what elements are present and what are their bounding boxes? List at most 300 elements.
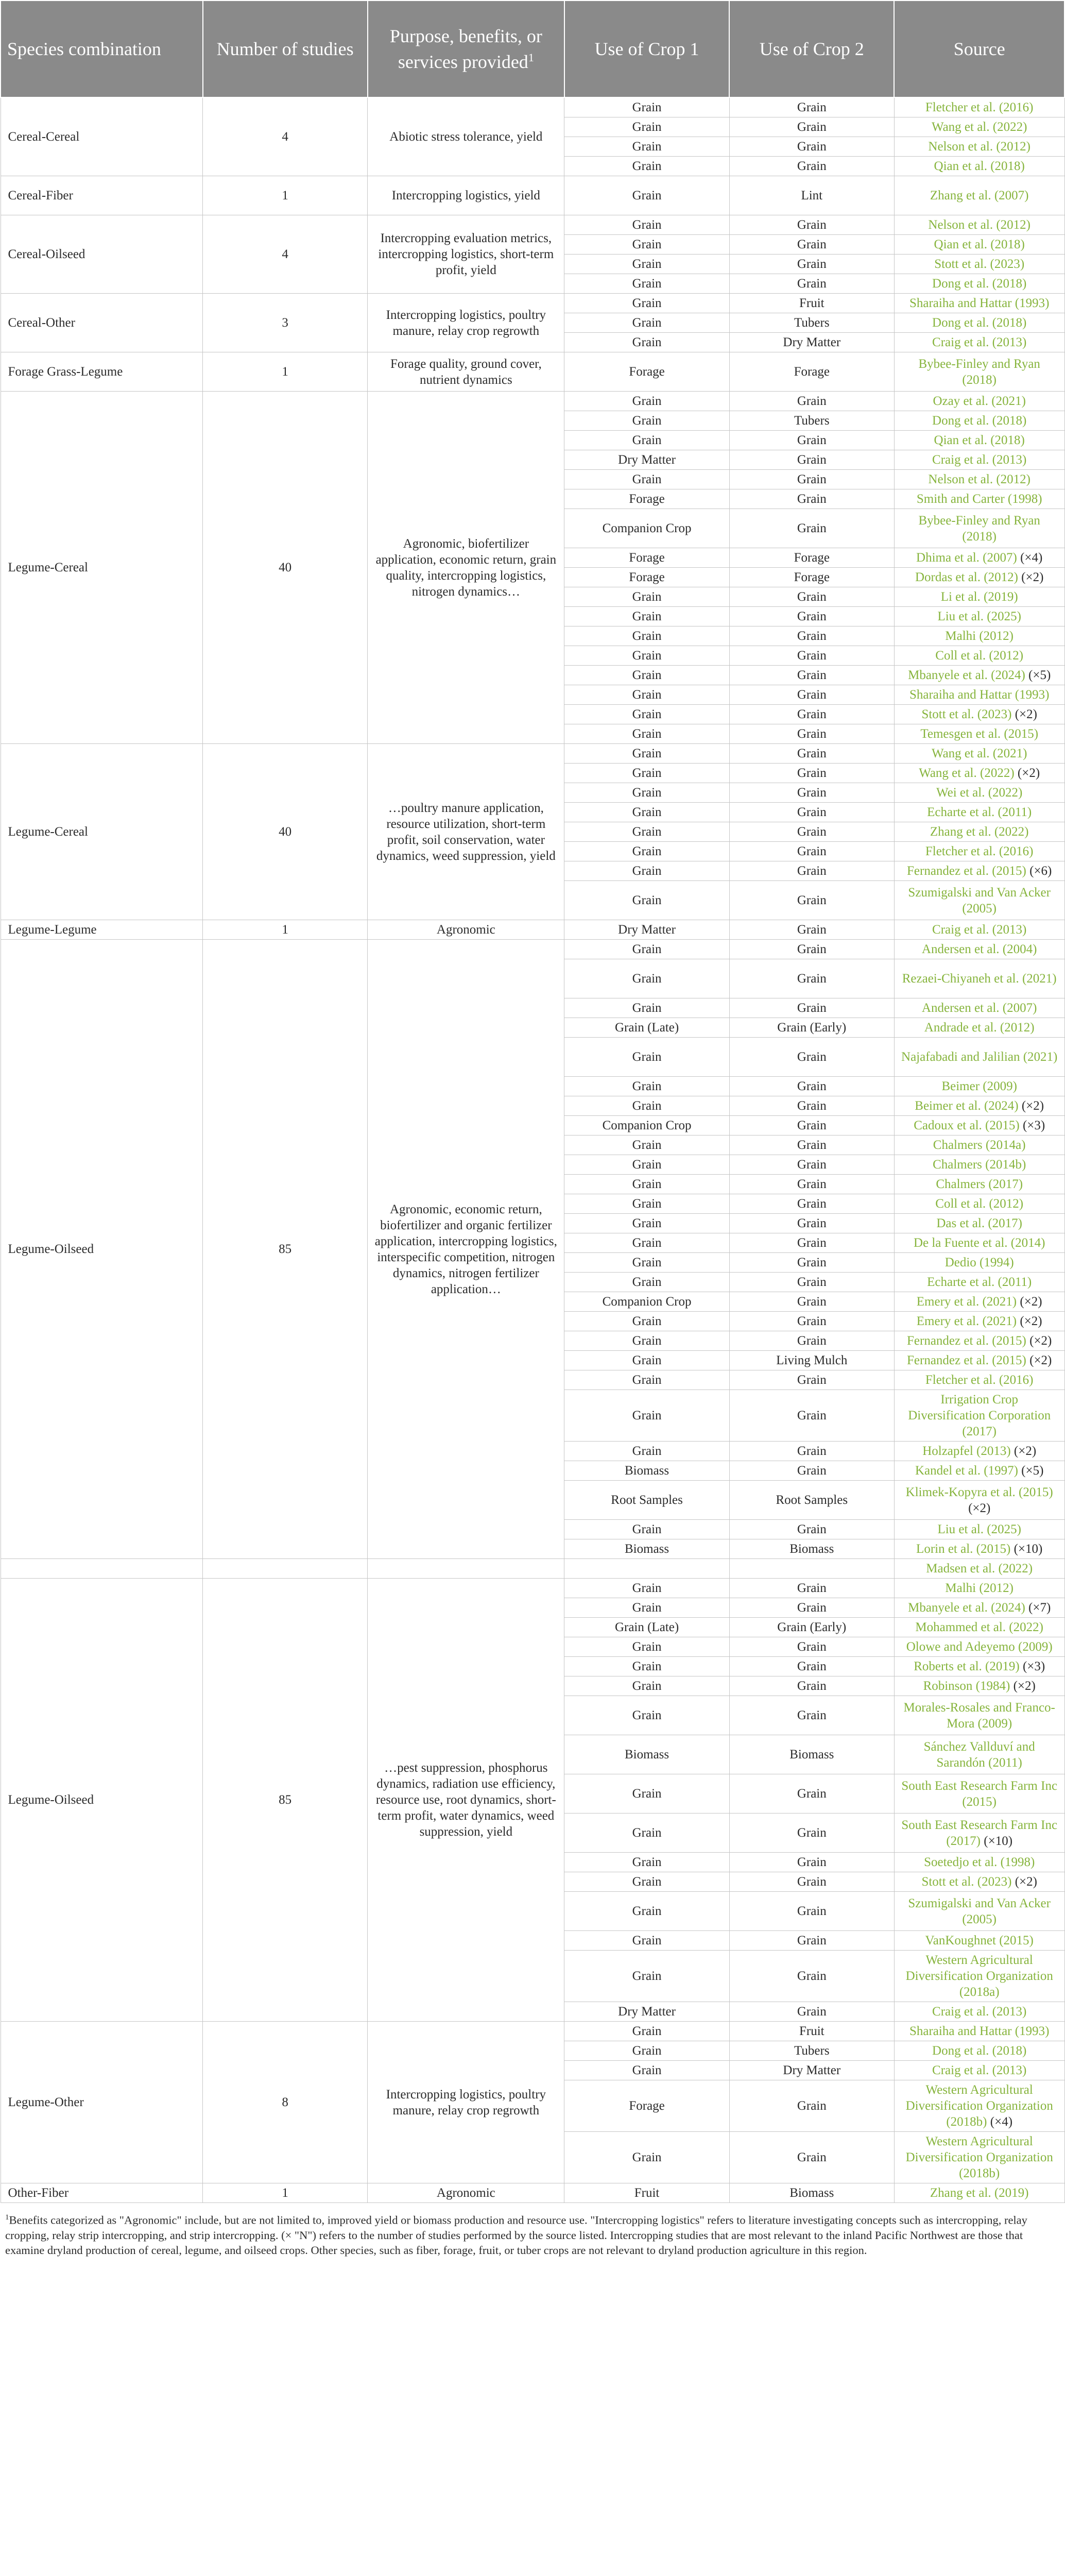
source-citation-link[interactable]: Mohammed et al. (2022): [915, 1620, 1043, 1634]
cell-use-of-crop-2: Grain: [729, 1312, 894, 1331]
cell-source: [894, 685, 1064, 705]
cell-purpose: …poultry manure application, resource utilization, short-term profit, soil conservation, water dynamics, weed suppression, yield: [368, 744, 564, 920]
cell-use-of-crop-1: Root Samples: [564, 1481, 729, 1520]
cell-source: [894, 2080, 1064, 2132]
cell-source: [894, 1618, 1064, 1637]
cell-use-of-crop-2: Grain: [729, 1579, 894, 1598]
cell-use-of-crop-1: Biomass: [564, 1461, 729, 1481]
cell-source: [894, 1370, 1064, 1390]
cell-number-of-studies: 1: [203, 2183, 368, 2203]
source-citation-link[interactable]: Fletcher et al. (2016): [925, 844, 1034, 858]
cell-source: [894, 157, 1064, 176]
cell-purpose: Intercropping logistics, yield: [368, 176, 564, 215]
cell-use-of-crop-2: Grain: [729, 1598, 894, 1618]
source-citation-link[interactable]: Liu et al. (2025): [937, 609, 1021, 623]
source-citation-link[interactable]: Dedio (1994): [944, 1256, 1014, 1269]
cell-source: [894, 2041, 1064, 2061]
cell-use-of-crop-2: Lint: [729, 176, 894, 215]
study-count-multiplier: (×2): [1029, 1353, 1052, 1367]
cell-use-of-crop-1: Forage: [564, 352, 729, 392]
source-citation-link[interactable]: Fletcher et al. (2016): [925, 1373, 1034, 1387]
cell-source: [894, 1951, 1064, 2002]
cell-number-of-studies: 4: [203, 215, 368, 294]
cell-number-of-studies: 1: [203, 352, 368, 392]
cell-source: [894, 1696, 1064, 1735]
source-citation-link[interactable]: Qian et al. (2018): [934, 238, 1025, 251]
source-citation-link[interactable]: Liu et al. (2025): [937, 1522, 1021, 1536]
source-citation-link[interactable]: Szumigalski and Van Acker (2005): [908, 1896, 1051, 1926]
cell-use-of-crop-1: Grain: [564, 1579, 729, 1598]
cell-source: [894, 1559, 1064, 1579]
cell-use-of-crop-1: Grain: [564, 1872, 729, 1892]
cell-use-of-crop-1: Grain: [564, 666, 729, 685]
source-citation-link[interactable]: Dong et al. (2018): [932, 316, 1027, 330]
cell-use-of-crop-2: Grain: [729, 1038, 894, 1077]
cell-source: [894, 1096, 1064, 1116]
cell-source: [894, 1481, 1064, 1520]
source-citation-link[interactable]: Soetedjo et al. (1998): [924, 1855, 1035, 1869]
source-citation-link[interactable]: South East Research Farm Inc (2015): [901, 1778, 1058, 1809]
cell-use-of-crop-2: Grain: [729, 998, 894, 1018]
source-citation-link[interactable]: Mbanyele et al. (2024): [908, 668, 1025, 682]
header-use-of-crop-2: Use of Crop 2: [729, 1, 894, 97]
table-row: [1, 392, 1064, 411]
source-citation-link[interactable]: Stott et al. (2023): [921, 707, 1012, 721]
cell-source: [894, 764, 1064, 783]
cell-use-of-crop-1: Grain: [564, 1331, 729, 1351]
cell-use-of-crop-1: Biomass: [564, 1735, 729, 1774]
cell-source: [894, 1774, 1064, 1814]
cell-use-of-crop-1: Grain: [564, 1892, 729, 1931]
cell-source: [894, 176, 1064, 215]
cell-use-of-crop-2: Grain: [729, 1696, 894, 1735]
study-count-multiplier: (×2): [1021, 1099, 1044, 1113]
source-citation-link[interactable]: Craig et al. (2013): [932, 453, 1027, 467]
cell-use-of-crop-2: Grain: [729, 470, 894, 489]
cell-source: [894, 724, 1064, 744]
cell-use-of-crop-1: Grain: [564, 235, 729, 255]
source-citation-link[interactable]: Western Agricultural Diversification Organization (2018a): [905, 1953, 1053, 1999]
cell-use-of-crop-1: Grain: [564, 1175, 729, 1194]
cell-use-of-crop-2: Grain: [729, 1116, 894, 1136]
source-citation-link[interactable]: Dordas et al. (2012): [915, 570, 1018, 584]
header-number-of-studies: Number of studies: [203, 1, 368, 97]
header-species-combination: Species combination: [1, 1, 203, 97]
cell-source: [894, 587, 1064, 607]
cell-use-of-crop-2: Grain: [729, 431, 894, 450]
source-citation-link[interactable]: Craig et al. (2013): [932, 2005, 1027, 2019]
cell-source: [894, 97, 1064, 117]
cell-purpose: Intercropping evaluation metrics, intercropping logistics, short-term profit, yield: [368, 215, 564, 294]
cell-source: [894, 1038, 1064, 1077]
cell-use-of-crop-2: Grain: [729, 392, 894, 411]
source-citation-link[interactable]: Chalmers (2017): [936, 1177, 1023, 1191]
cell-source: [894, 842, 1064, 861]
cell-use-of-crop-1: Grain: [564, 705, 729, 724]
source-citation-link[interactable]: Irrigation Crop Diversification Corporation (2017): [908, 1393, 1051, 1438]
study-count-multiplier: (×10): [1014, 1542, 1043, 1556]
table-row: [1, 744, 1064, 764]
cell-use-of-crop-2: Grain: [729, 744, 894, 764]
cell-use-of-crop-1: Grain: [564, 1598, 729, 1618]
source-citation-link[interactable]: Das et al. (2017): [936, 1216, 1022, 1230]
cell-use-of-crop-2: Dry Matter: [729, 2061, 894, 2080]
source-citation-link[interactable]: Craig et al. (2013): [932, 335, 1027, 349]
study-count-multiplier: (×3): [1022, 1659, 1045, 1673]
source-citation-link[interactable]: Zhang et al. (2007): [930, 189, 1029, 202]
cell-use-of-crop-1: Grain: [564, 764, 729, 783]
cell-use-of-crop-1: Grain: [564, 294, 729, 313]
study-count-multiplier: (×2): [1013, 1679, 1036, 1693]
cell-use-of-crop-2: Grain: [729, 1331, 894, 1351]
cell-use-of-crop-1: Grain: [564, 940, 729, 959]
header-purpose: [368, 1, 564, 97]
source-citation-link[interactable]: Stott et al. (2023): [921, 1875, 1012, 1889]
source-citation-link[interactable]: Wang et al. (2022): [931, 120, 1027, 134]
cell-use-of-crop-1: Grain: [564, 157, 729, 176]
cell-source: [894, 1872, 1064, 1892]
source-citation-link[interactable]: Sánchez Vallduví and Sarandón (2011): [923, 1739, 1035, 1770]
cell-number-of-studies: 85: [203, 1579, 368, 2022]
source-citation-link[interactable]: Li et al. (2019): [940, 590, 1018, 604]
source-citation-link[interactable]: Dong et al. (2018): [932, 414, 1027, 428]
cell-use-of-crop-1: Grain: [564, 1351, 729, 1370]
cell-use-of-crop-2: Grain: [729, 215, 894, 235]
source-citation-link[interactable]: Robinson (1984): [923, 1679, 1010, 1693]
cell-source: [894, 1312, 1064, 1331]
cell-source: [894, 607, 1064, 626]
cell-number-of-studies: 1: [203, 920, 368, 940]
cell-species-combination: Cereal-Oilseed: [1, 215, 203, 294]
cell-use-of-crop-2: Grain: [729, 705, 894, 724]
source-citation-link[interactable]: Malhi (2012): [945, 629, 1014, 643]
table-row: [1, 97, 1064, 117]
source-citation-link[interactable]: VanKoughnet (2015): [925, 1934, 1034, 1947]
cell-use-of-crop-1: Forage: [564, 2080, 729, 2132]
source-citation-link[interactable]: Fernandez et al. (2015): [907, 1334, 1026, 1348]
study-count-multiplier: (×2): [1021, 570, 1044, 584]
source-citation-link[interactable]: Bybee-Finley and Ryan (2018): [918, 513, 1040, 544]
cell-use-of-crop-1: Grain: [564, 881, 729, 920]
cell-use-of-crop-1: Grain: [564, 959, 729, 998]
cell-use-of-crop-1: Grain: [564, 822, 729, 842]
source-citation-link[interactable]: Sharaiha and Hattar (1993): [909, 2024, 1050, 2038]
cell-use-of-crop-1: Companion Crop: [564, 1292, 729, 1312]
study-count-multiplier: (×3): [1022, 1118, 1045, 1132]
cell-use-of-crop-2: Grain: [729, 587, 894, 607]
cell-source: [894, 548, 1064, 568]
cell-use-of-crop-2: Fruit: [729, 2022, 894, 2041]
cell-use-of-crop-1: Grain: [564, 392, 729, 411]
source-citation-link[interactable]: Echarte et al. (2011): [927, 1275, 1032, 1289]
source-citation-link[interactable]: Olowe and Adeyemo (2009): [906, 1640, 1053, 1654]
source-citation-link[interactable]: Fernandez et al. (2015): [907, 864, 1026, 878]
cell-use-of-crop-2: Grain: [729, 861, 894, 881]
cell-source: [894, 333, 1064, 352]
source-citation-link[interactable]: Kandel et al. (1997): [915, 1464, 1018, 1478]
cell-use-of-crop-1: Grain: [564, 1774, 729, 1814]
cell-use-of-crop-2: Grain: [729, 607, 894, 626]
study-count-multiplier: (×2): [1015, 707, 1037, 721]
source-citation-link[interactable]: Wei et al. (2022): [936, 786, 1023, 800]
cell-use-of-crop-1: Grain: [564, 2132, 729, 2183]
cell-use-of-crop-2: Grain: [729, 97, 894, 117]
source-citation-link[interactable]: Lorin et al. (2015): [916, 1542, 1011, 1556]
cell-source: [894, 1331, 1064, 1351]
cell-use-of-crop-2: Grain: [729, 1637, 894, 1657]
source-citation-link[interactable]: Qian et al. (2018): [934, 433, 1025, 447]
table-body: [1, 97, 1064, 2203]
source-citation-link[interactable]: Temesgen et al. (2015): [920, 727, 1039, 741]
cell-use-of-crop-1: Grain: [564, 1370, 729, 1390]
cell-use-of-crop-2: Grain: [729, 1814, 894, 1853]
cell-source: [894, 940, 1064, 959]
cell-use-of-crop-1: Grain: [564, 431, 729, 450]
table-row: [1, 920, 1064, 940]
cell-source: [894, 2061, 1064, 2080]
cell-source: [894, 1194, 1064, 1214]
cell-use-of-crop-2: Grain: [729, 842, 894, 861]
source-citation-link[interactable]: Fletcher et al. (2016): [925, 100, 1034, 114]
source-citation-link[interactable]: Smith and Carter (1998): [916, 492, 1042, 506]
cell-source: [894, 1253, 1064, 1273]
source-citation-link[interactable]: Dhima et al. (2007): [916, 551, 1017, 565]
cell-use-of-crop-2: Grain: [729, 1214, 894, 1233]
cell-use-of-crop-1: Forage: [564, 568, 729, 587]
cell-source: [894, 861, 1064, 881]
cell-source: [894, 489, 1064, 509]
cell-species-combination: Forage Grass-Legume: [1, 352, 203, 392]
cell-source: [894, 137, 1064, 157]
cell-number-of-studies: 8: [203, 2022, 368, 2183]
cell-use-of-crop-1: Grain: [564, 470, 729, 489]
cell-use-of-crop-1: Grain: [564, 1853, 729, 1872]
cell-source: [894, 568, 1064, 587]
cell-use-of-crop-2: Forage: [729, 548, 894, 568]
source-citation-link[interactable]: Coll et al. (2012): [935, 1197, 1024, 1211]
study-count-multiplier: (×2): [1017, 766, 1040, 780]
cell-number-of-studies: 4: [203, 97, 368, 176]
source-citation-link[interactable]: Mbanyele et al. (2024): [908, 1601, 1025, 1615]
cell-use-of-crop-1: Dry Matter: [564, 2002, 729, 2022]
source-citation-link[interactable]: Western Agricultural Diversification Organization (2018b): [905, 2134, 1053, 2180]
cell-use-of-crop-1: Grain: [564, 1696, 729, 1735]
cell-use-of-crop-2: Grain: [729, 1442, 894, 1461]
source-citation-link[interactable]: Zhang et al. (2022): [930, 825, 1029, 839]
source-citation-link[interactable]: Holzapfel (2013): [922, 1444, 1011, 1458]
cell-use-of-crop-1: Forage: [564, 548, 729, 568]
cell-use-of-crop-1: Grain (Late): [564, 1618, 729, 1637]
cell-use-of-crop-1: Grain: [564, 803, 729, 822]
cell-species-combination: Cereal-Fiber: [1, 176, 203, 215]
table-row: [1, 1559, 1064, 1579]
study-count-multiplier: (×4): [1020, 551, 1043, 565]
source-citation-link[interactable]: Andersen et al. (2004): [921, 942, 1037, 956]
cell-use-of-crop-1: Grain: [564, 587, 729, 607]
cell-use-of-crop-1: Grain: [564, 998, 729, 1018]
cell-source: [894, 803, 1064, 822]
cell-source: [894, 1892, 1064, 1931]
cell-number-of-studies: 3: [203, 294, 368, 352]
source-citation-link[interactable]: Echarte et al. (2011): [927, 805, 1032, 819]
source-citation-link[interactable]: Sharaiha and Hattar (1993): [909, 688, 1050, 702]
cell-source: [894, 215, 1064, 235]
cell-source: [894, 450, 1064, 470]
cell-use-of-crop-2: Grain: [729, 1175, 894, 1194]
source-citation-link[interactable]: Emery et al. (2021): [916, 1314, 1017, 1328]
cell-use-of-crop-1: Grain: [564, 117, 729, 137]
cell-use-of-crop-2: Grain: [729, 1194, 894, 1214]
cell-use-of-crop-2: Biomass: [729, 1735, 894, 1774]
source-citation-link[interactable]: Beimer (2009): [941, 1079, 1017, 1093]
cell-species-combination: Cereal-Other: [1, 294, 203, 352]
cell-use-of-crop-2: Grain: [729, 920, 894, 940]
cell-use-of-crop-2: Grain: [729, 1273, 894, 1292]
cell-source: [894, 313, 1064, 333]
cell-use-of-crop-2: Grain: [729, 2002, 894, 2022]
cell-use-of-crop-1: Grain: [564, 646, 729, 666]
source-citation-link[interactable]: De la Fuente et al. (2014): [913, 1236, 1045, 1250]
source-citation-link[interactable]: Cadoux et al. (2015): [914, 1118, 1020, 1132]
cell-source: [894, 2002, 1064, 2022]
source-citation-link[interactable]: Zhang et al. (2019): [930, 2186, 1029, 2200]
cell-purpose: Abiotic stress tolerance, yield: [368, 97, 564, 176]
cell-use-of-crop-1: Grain: [564, 1077, 729, 1096]
table-row: [1, 1579, 1064, 1598]
source-citation-link[interactable]: Ozay et al. (2021): [933, 394, 1026, 408]
cell-source: [894, 1931, 1064, 1951]
cell-use-of-crop-1: Grain: [564, 842, 729, 861]
source-citation-link[interactable]: Nelson et al. (2012): [928, 472, 1030, 486]
cell-use-of-crop-2: Grain: [729, 1520, 894, 1539]
source-citation-link[interactable]: Roberts et al. (2019): [914, 1659, 1020, 1673]
cell-purpose: Agronomic: [368, 2183, 564, 2203]
cell-source: [894, 1598, 1064, 1618]
source-citation-link[interactable]: Chalmers (2014b): [933, 1158, 1026, 1172]
cell-use-of-crop-2: Grain: [729, 1872, 894, 1892]
cell-source: [894, 1735, 1064, 1774]
cell-use-of-crop-2: Tubers: [729, 411, 894, 431]
cell-use-of-crop-1: Grain: [564, 1637, 729, 1657]
source-citation-link[interactable]: South East Research Farm Inc (2017): [901, 1818, 1058, 1848]
cell-use-of-crop-1: Grain: [564, 744, 729, 764]
cell-use-of-crop-2: Grain: [729, 137, 894, 157]
cell-number-of-studies: 40: [203, 392, 368, 744]
cell-purpose: Forage quality, ground cover, nutrient dynamics: [368, 352, 564, 392]
source-citation-link[interactable]: Western Agricultural Diversification Organization (2018b): [905, 2083, 1053, 2129]
cell-use-of-crop-1: Companion Crop: [564, 1116, 729, 1136]
cell-use-of-crop-1: Grain: [564, 215, 729, 235]
cell-use-of-crop-2: Grain (Early): [729, 1618, 894, 1637]
source-citation-link[interactable]: Sharaiha and Hattar (1993): [909, 296, 1050, 310]
source-citation-link[interactable]: Fernandez et al. (2015): [907, 1353, 1026, 1367]
cell-use-of-crop-1: Grain: [564, 1253, 729, 1273]
cell-source: [894, 1579, 1064, 1598]
study-count-multiplier: (×5): [1021, 1464, 1044, 1478]
cell-use-of-crop-2: Grain: [729, 1853, 894, 1872]
source-citation-link[interactable]: Bybee-Finley and Ryan (2018): [918, 357, 1040, 387]
cell-source: [894, 1292, 1064, 1312]
source-citation-link[interactable]: Nelson et al. (2012): [928, 140, 1030, 154]
cell-purpose: Agronomic, economic return, biofertilizer and organic fertilizer application, intercropping logistics, interspecific competition, nitrogen dynamics, nitrogen fertilizer application…: [368, 940, 564, 1559]
source-citation-link[interactable]: Beimer et al. (2024): [915, 1099, 1019, 1113]
source-citation-link[interactable]: Malhi (2012): [945, 1581, 1014, 1595]
cell-source: [894, 1136, 1064, 1155]
cell-use-of-crop-2: Grain: [729, 1155, 894, 1175]
source-citation-link[interactable]: Qian et al. (2018): [934, 159, 1025, 173]
source-citation-link[interactable]: Dong et al. (2018): [932, 277, 1027, 291]
source-citation-link[interactable]: Stott et al. (2023): [934, 257, 1025, 271]
cell-source: [894, 352, 1064, 392]
header-purpose-label: Purpose, benefits, or services provided: [389, 26, 542, 72]
study-count-multiplier: (×4): [990, 2115, 1013, 2129]
source-citation-link[interactable]: Madsen et al. (2022): [926, 1562, 1033, 1575]
cell-source: [894, 470, 1064, 489]
source-citation-link[interactable]: Nelson et al. (2012): [928, 218, 1030, 232]
cell-use-of-crop-2: Grain: [729, 1253, 894, 1273]
cell-purpose: …pest suppression, phosphorus dynamics, radiation use efficiency, resource use, root dynamics, short-term profit, water dynamics, weed suppression, yield: [368, 1579, 564, 2022]
table-row: [1, 294, 1064, 313]
cell-use-of-crop-1: Grain: [564, 1038, 729, 1077]
source-citation-link[interactable]: Morales-Rosales and Franco-Mora (2009): [903, 1700, 1055, 1731]
source-citation-link[interactable]: Craig et al. (2013): [932, 2063, 1027, 2077]
cell-use-of-crop-2: Grain: [729, 626, 894, 646]
source-citation-link[interactable]: Klimek-Kopyra et al. (2015): [905, 1485, 1053, 1499]
source-citation-link[interactable]: Andrade et al. (2012): [924, 1021, 1035, 1035]
cell-use-of-crop-1: Forage: [564, 489, 729, 509]
source-citation-link[interactable]: Najafabadi and Jalilian (2021): [901, 1050, 1058, 1064]
cell-use-of-crop-2: Grain: [729, 1657, 894, 1676]
cell-use-of-crop-1: Grain: [564, 783, 729, 803]
cell-use-of-crop-1: Fruit: [564, 2183, 729, 2203]
table-row: [1, 940, 1064, 959]
source-citation-link[interactable]: Dong et al. (2018): [932, 2044, 1027, 2058]
cell-species-combination: Cereal-Cereal: [1, 97, 203, 176]
cell-use-of-crop-2: Fruit: [729, 294, 894, 313]
cell-use-of-crop-1: Grain (Late): [564, 1018, 729, 1038]
cell-use-of-crop-1: Grain: [564, 97, 729, 117]
source-citation-link[interactable]: Wang et al. (2022): [919, 766, 1015, 780]
cell-use-of-crop-1: [564, 1559, 729, 1579]
cell-source: [894, 998, 1064, 1018]
cell-species-combination: Legume-Other: [1, 2022, 203, 2183]
source-citation-link[interactable]: Coll et al. (2012): [935, 649, 1024, 663]
source-citation-link[interactable]: Andersen et al. (2007): [921, 1001, 1037, 1015]
cell-use-of-crop-2: Grain: [729, 274, 894, 294]
cell-source: [894, 294, 1064, 313]
cell-use-of-crop-1: Grain: [564, 1096, 729, 1116]
cell-use-of-crop-1: Dry Matter: [564, 450, 729, 470]
cell-use-of-crop-2: Grain: [729, 1096, 894, 1116]
cell-purpose: [368, 1559, 564, 1579]
cell-source: [894, 255, 1064, 274]
source-citation-link[interactable]: Craig et al. (2013): [932, 923, 1027, 937]
source-citation-link[interactable]: Rezaei-Chiyaneh et al. (2021): [902, 972, 1057, 986]
source-citation-link[interactable]: Szumigalski and Van Acker (2005): [908, 885, 1051, 916]
source-citation-link[interactable]: Emery et al. (2021): [916, 1295, 1017, 1309]
cell-source: [894, 1155, 1064, 1175]
cell-use-of-crop-1: Biomass: [564, 1539, 729, 1559]
cell-source: [894, 235, 1064, 255]
cell-source: [894, 2183, 1064, 2203]
cell-use-of-crop-1: Grain: [564, 861, 729, 881]
cell-use-of-crop-2: Grain: [729, 783, 894, 803]
source-citation-link[interactable]: Wang et al. (2021): [931, 747, 1027, 760]
source-citation-link[interactable]: Chalmers (2014a): [933, 1138, 1026, 1152]
cell-use-of-crop-2: Tubers: [729, 2041, 894, 2061]
cell-source: [894, 1233, 1064, 1253]
cell-use-of-crop-1: Grain: [564, 626, 729, 646]
